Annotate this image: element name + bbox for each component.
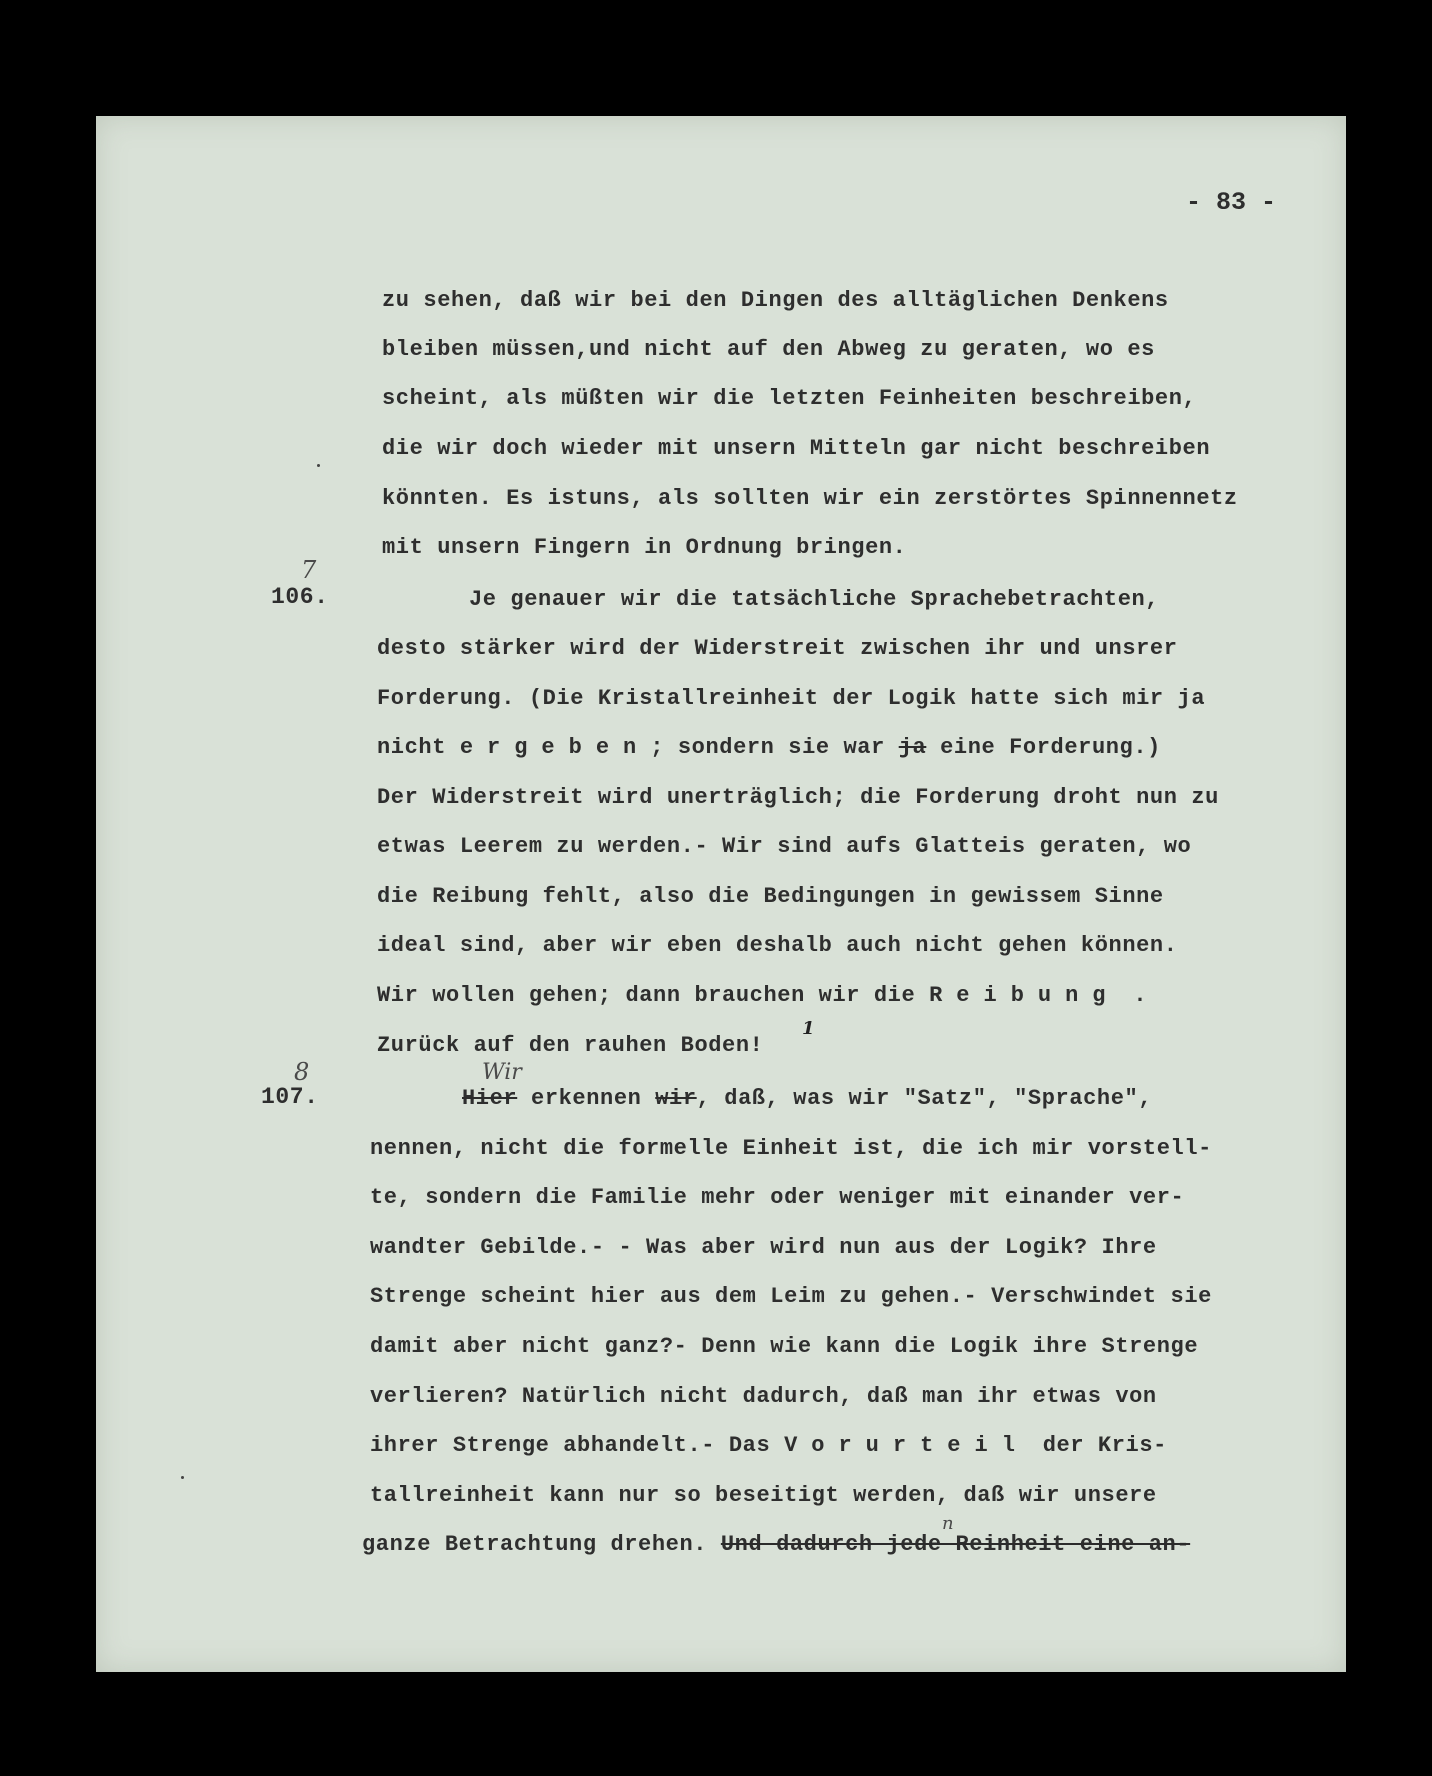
text-line: Der Widerstreit wird unerträglich; die Forderung droht nun zu — [377, 785, 1219, 810]
handwritten-insertion: Wir — [482, 1060, 522, 1085]
text-line: damit aber nicht ganz?- Denn wie kann die Logik ihre Strenge — [370, 1334, 1199, 1359]
handwritten-section-correction: 8 — [294, 1058, 310, 1086]
text-segment: erkennen — [517, 1086, 656, 1111]
text-line — [377, 985, 1147, 1007]
text-segment: ganze Betrachtung drehen. — [362, 1532, 721, 1557]
text-segment: . — [1119, 983, 1148, 1008]
text-line: nennen, nicht die formelle Einheit ist, die ich mir vorstell- — [370, 1136, 1212, 1161]
ink-dot — [317, 464, 320, 467]
text-segment: ; sondern sie war — [650, 735, 899, 760]
text-line: könnten. Es istuns, als sollten wir ein zerstörtes Spinnennetz — [382, 486, 1238, 511]
text-line: bleiben müssen,und nicht auf den Abweg zu geraten, wo es — [382, 337, 1155, 362]
emphasized-word: Reibung — [929, 983, 1120, 1008]
text-line — [370, 1435, 1167, 1457]
text-segment: , daß, was wir "Satz", "Sprache", — [696, 1086, 1153, 1111]
text-line: zu sehen, daß wir bei den Dingen des alltäglichen Denkens — [382, 288, 1169, 313]
page-number: - 83 - — [1186, 188, 1277, 217]
section-number-106: 106. — [271, 584, 329, 610]
text-line: Je genauer wir die tatsächliche Sprachebetrachten, — [469, 587, 1160, 612]
struck-word: wir — [655, 1086, 697, 1111]
text-line: verlieren? Natürlich nicht dadurch, daß man ihr etwas von — [370, 1384, 1157, 1409]
text-line: Forderung. (Die Kristallreinheit der Logik hatte sich mir ja — [377, 686, 1206, 711]
ink-dot — [181, 1476, 184, 1479]
text-line: ideal sind, aber wir eben deshalb auch nicht gehen können. — [377, 933, 1178, 958]
text-line — [462, 1088, 1152, 1110]
text-line: te, sondern die Familie mehr oder weniger mit einander ver- — [370, 1185, 1185, 1210]
text-line: die wir doch wieder mit unsern Mitteln gar nicht beschreiben — [382, 436, 1211, 461]
section-number-107: 107. — [261, 1084, 319, 1110]
handwritten-letter: n — [942, 1513, 954, 1534]
text-segment: nicht — [377, 735, 460, 760]
text-segment: ihrer Strenge abhandelt.- Das — [370, 1433, 785, 1458]
manuscript-page — [96, 116, 1346, 1672]
text-line: mit unsern Fingern in Ordnung bringen. — [382, 535, 907, 560]
text-line: wandter Gebilde.- - Was aber wird nun aus der Logik? Ihre — [370, 1235, 1157, 1260]
text-segment: Wir wollen gehen; dann brauchen wir die — [377, 983, 930, 1008]
emphasized-word: ergeben — [459, 735, 651, 760]
struck-sentence: Und dadurch jede Reinheit eine an- — [720, 1532, 1191, 1557]
struck-word: Hier — [462, 1086, 518, 1111]
struck-word: ja — [898, 735, 927, 760]
text-line: die Reibung fehlt, also die Bedingungen in gewissem Sinne — [377, 884, 1164, 909]
handwritten-section-correction: 7 — [301, 556, 317, 584]
text-line: Zurück auf den rauhen Boden! — [377, 1033, 764, 1058]
text-line — [377, 737, 1161, 759]
text-line: desto stärker wird der Widerstreit zwischen ihr und unsrer — [377, 636, 1178, 661]
text-segment: der Kris- — [1028, 1433, 1167, 1458]
emphasized-word: Vorurteil — [784, 1433, 1029, 1458]
text-line — [362, 1534, 1190, 1556]
footnote-mark: 1 — [802, 1018, 815, 1039]
text-segment: eine Forderung.) — [926, 735, 1161, 760]
text-line: tallreinheit kann nur so beseitigt werden, daß wir unsere — [370, 1483, 1157, 1508]
text-line: scheint, als müßten wir die letzten Feinheiten beschreiben, — [382, 386, 1197, 411]
text-line: Strenge scheint hier aus dem Leim zu gehen.- Verschwindet sie — [370, 1284, 1212, 1309]
text-line: etwas Leerem zu werden.- Wir sind aufs Glatteis geraten, wo — [377, 834, 1192, 859]
